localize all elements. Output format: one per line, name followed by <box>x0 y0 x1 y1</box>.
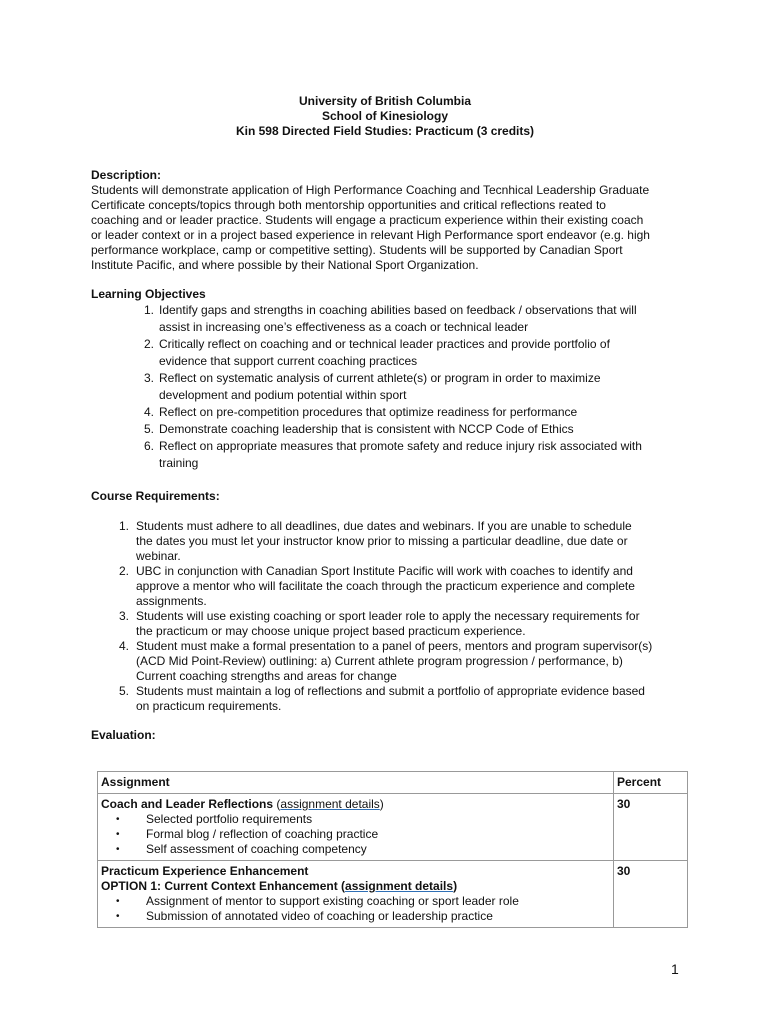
list-item <box>91 519 681 564</box>
item-line: training <box>159 456 199 470</box>
assignment-bullets <box>101 812 610 857</box>
item-number: 3. <box>118 609 129 623</box>
list-item <box>91 404 691 421</box>
list-item <box>91 336 691 370</box>
list-item <box>91 421 691 438</box>
item-number: 6. <box>143 439 154 453</box>
description-line: performance workplace, camp or competitive setting). Students will be supported by Canadian Sport <box>91 243 623 257</box>
item-line: Reflect on systematic analysis of current athlete(s) or program in order to maximize <box>159 371 601 385</box>
item-number: 5. <box>118 684 129 698</box>
assignment-option-line <box>101 879 610 894</box>
item-line: Students must maintain a log of reflections and submit a portfolio of appropriate evidence based <box>136 684 645 698</box>
table-row <box>98 794 688 861</box>
list-item <box>91 302 691 336</box>
list-item <box>91 564 681 609</box>
item-line: Critically reflect on coaching and or technical leader practices and provide portfolio of <box>159 337 610 351</box>
assignment-cell <box>98 861 614 928</box>
list-item <box>91 684 681 714</box>
description-line: or leader context or in a project based experience in relevant High Performance sport endeavor (e.g. high <box>91 228 650 242</box>
item-line: Current coaching strengths and areas for change <box>136 669 397 683</box>
list-item: • Formal blog / reflection of coaching practice <box>101 827 610 842</box>
list-item: • Selected portfolio requirements <box>101 812 610 827</box>
item-line: on practicum requirements. <box>136 699 282 713</box>
page-number: 1 <box>671 961 679 977</box>
item-line: development and podium potential within sport <box>159 388 407 402</box>
assignment-title: Practicum Experience Enhancement <box>101 864 309 878</box>
item-line: Students must adhere to all deadlines, due dates and webinars. If you are unable to schedule <box>136 519 632 533</box>
assignment-title: Coach and Leader Reflections <box>101 797 274 811</box>
list-item: • Submission of annotated video of coaching or leadership practice <box>101 909 610 924</box>
item-line: the practicum or may choose unique project based practicum experience. <box>136 624 526 638</box>
assignment-title-line <box>101 797 610 812</box>
assignment-details-link[interactable]: assignment details <box>345 879 454 893</box>
item-line: Reflect on pre-competition procedures that optimize readiness for performance <box>159 405 578 419</box>
item-line: UBC in conjunction with Canadian Sport Institute Pacific will work with coaches to identify and <box>136 564 633 578</box>
list-item: • Self assessment of coaching competency <box>101 842 610 857</box>
evaluation-table <box>97 771 688 928</box>
course-requirements-list <box>91 519 681 714</box>
header-assignment: Assignment <box>98 772 614 794</box>
paren-close: ) <box>453 879 458 893</box>
description-heading: Description: <box>91 168 162 182</box>
list-item <box>91 438 691 472</box>
item-line: assignments. <box>136 594 207 608</box>
description-line: Students will demonstrate application of High Performance Coaching and Tecnhical Leadership Graduate <box>91 183 650 197</box>
table-row <box>98 861 688 928</box>
item-line: the dates you must let your instructor know prior to missing a particular deadline, due date or <box>136 534 628 548</box>
item-line: approve a mentor who will facilitate the coach through the practicum experience and complete <box>136 579 635 593</box>
assignment-cell <box>98 794 614 861</box>
assignment-bullets <box>101 894 610 924</box>
list-item <box>91 609 681 639</box>
item-line: Student must make a formal presentation to a panel of peers, mentors and program supervisor(s) <box>136 639 653 653</box>
learning-objectives-list <box>91 302 691 472</box>
item-number: 4. <box>118 639 129 653</box>
percent-cell: 30 <box>614 794 688 861</box>
list-item <box>91 370 691 404</box>
item-line: assist in increasing one’s effectiveness as a coach or technical leader <box>159 320 529 334</box>
course-title: Kin 598 Directed Field Studies: Practicum (3 credits) <box>235 124 535 138</box>
university-name: University of British Columbia <box>298 94 472 108</box>
paren-open: ( <box>273 797 281 811</box>
list-item <box>91 639 681 684</box>
course-requirements-heading: Course Requirements: <box>91 489 220 503</box>
paren-close: ) <box>379 797 384 811</box>
learning-objectives-heading: Learning Objectives <box>91 287 206 301</box>
item-number: 2. <box>118 564 129 578</box>
assignment-details-link[interactable]: assignment details <box>280 797 380 811</box>
description-text <box>91 183 691 273</box>
percent-cell: 30 <box>614 861 688 928</box>
header-percent: Percent <box>614 772 688 794</box>
item-number: 2. <box>143 337 154 351</box>
item-line: Reflect on appropriate measures that promote safety and reduce injury risk associated with <box>159 439 642 453</box>
item-line: Demonstrate coaching leadership that is consistent with NCCP Code of Ethics <box>159 422 574 436</box>
evaluation-heading: Evaluation: <box>91 728 156 742</box>
description-line: coaching and or leader practice. Students will engage a practicum experience within their existing coach <box>91 213 644 227</box>
item-number: 3. <box>143 371 154 385</box>
list-item: • Assignment of mentor to support existing coaching or sport leader role <box>101 894 610 909</box>
item-number: 4. <box>143 405 154 419</box>
description-line: Institute Pacific, and where possible by their National Sport Organization. <box>91 258 479 272</box>
item-line: (ACD Mid Point-Review) outlining: a) Current athlete program progression / performance, b) <box>136 654 623 668</box>
item-line: Identify gaps and strengths in coaching abilities based on feedback / observations that will <box>159 303 637 317</box>
item-number: 1. <box>143 303 154 317</box>
item-number: 1. <box>118 519 129 533</box>
option-label: OPTION 1: Current Context Enhancement ( <box>101 879 346 893</box>
item-number: 5. <box>143 422 154 436</box>
item-line: Students will use existing coaching or sport leader role to apply the necessary requirements for <box>136 609 640 623</box>
item-line: webinar. <box>136 549 181 563</box>
table-header-row <box>98 772 688 794</box>
description-line: Certificate concepts/topics through both mentorship opportunities and critical reflections reated to <box>91 198 606 212</box>
item-line: evidence that support current coaching practices <box>159 354 418 368</box>
document-header <box>0 94 770 139</box>
school-name: School of Kinesiology <box>321 109 448 123</box>
